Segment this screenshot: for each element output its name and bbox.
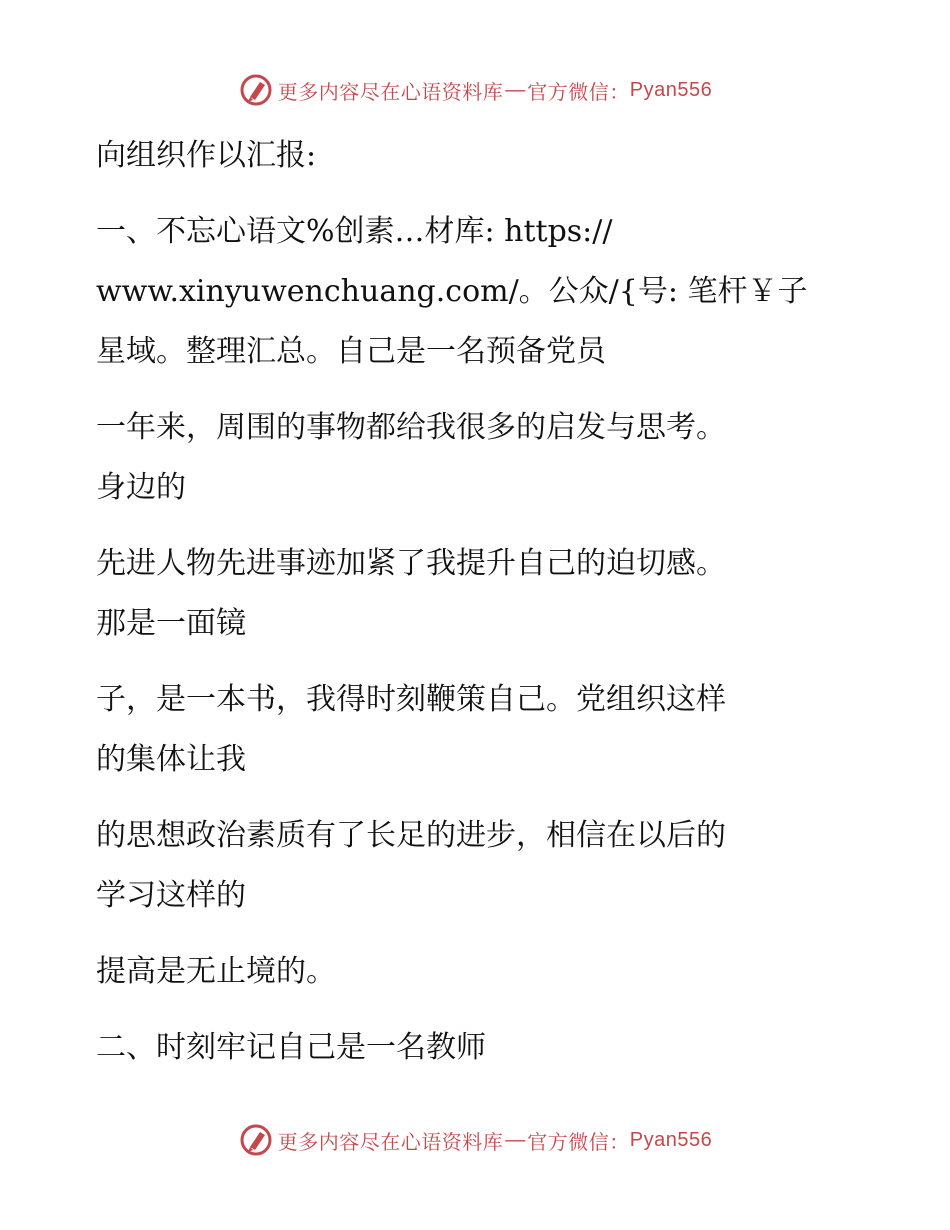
banner-wechat-label: 官方微信： xyxy=(527,81,630,104)
pen-nib-circle-icon xyxy=(238,1122,274,1158)
paragraph-line: 提高是无止境的。 xyxy=(96,954,336,989)
paragraph-line: 先进人物先进事迹加紧了我提升自己的迫切感。 xyxy=(96,546,726,581)
banner-title: 更多内容尽在心语资料库 xyxy=(277,1131,504,1154)
paragraph-line: 的集体让我 xyxy=(96,742,246,777)
paragraph-line: 星域。整理汇总。自己是一名预备党员 xyxy=(96,334,606,369)
banner-separator: — xyxy=(505,1128,526,1151)
paragraph-1 xyxy=(96,126,836,186)
paragraph-4 xyxy=(96,534,836,654)
paragraph-line: 一、不忘心语文%创素…材库: https:// xyxy=(96,214,613,249)
banner-wechat-label: 官方微信： xyxy=(527,1131,630,1154)
footer-banner xyxy=(0,1120,950,1160)
paragraph-line: www.xinyuwenchuang.com/。公众/{号: 笔杆￥子 xyxy=(96,274,808,309)
paragraph-6 xyxy=(96,806,836,926)
paragraph-5 xyxy=(96,670,836,790)
paragraph-7 xyxy=(96,942,836,1002)
paragraph-8 xyxy=(96,1018,836,1078)
paragraph-line: 那是一面镜 xyxy=(96,606,246,641)
paragraph-3 xyxy=(96,398,836,518)
paragraph-line: 一年来，周围的事物都给我很多的启发与思考。 xyxy=(96,410,726,445)
banner-wechat-id: Pyan556 xyxy=(629,1128,713,1151)
banner-separator: — xyxy=(505,78,526,101)
document-body xyxy=(96,126,836,1094)
paragraph-line: 学习这样的 xyxy=(96,878,246,913)
paragraph-line: 向组织作以汇报: xyxy=(96,138,317,173)
paragraph-2 xyxy=(96,202,836,382)
banner-wechat-id: Pyan556 xyxy=(629,78,713,101)
paragraph-line: 的思想政治素质有了长足的进步，相信在以后的 xyxy=(96,818,726,853)
paragraph-line: 二、时刻牢记自己是一名教师 xyxy=(96,1030,486,1065)
header-banner xyxy=(0,70,950,110)
paragraph-line: 子，是一本书，我得时刻鞭策自己。党组织这样 xyxy=(96,682,726,717)
pen-nib-circle-icon xyxy=(238,72,274,108)
banner-title: 更多内容尽在心语资料库 xyxy=(277,81,504,104)
paragraph-line: 身边的 xyxy=(96,470,186,505)
